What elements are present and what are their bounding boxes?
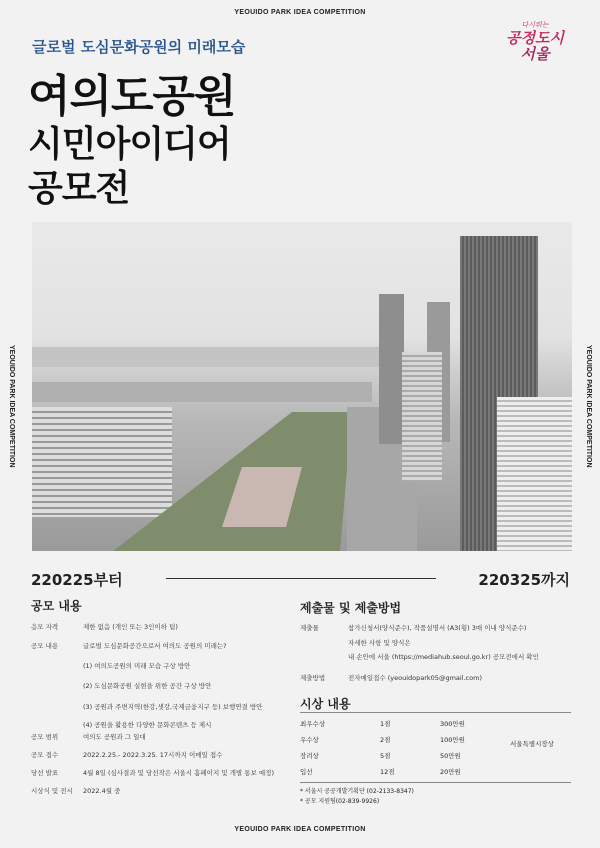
row-key: 제출방법 xyxy=(300,674,326,682)
end-date: 220325까지 xyxy=(478,571,570,589)
row-value: 여의도 공원과 그 일대 xyxy=(83,733,146,741)
award-amount: 300만원 xyxy=(440,720,465,728)
note: * 공모 지원팀(02-839-9926) xyxy=(300,798,380,805)
row-value: (1) 여의도공원의 미래 모습 구상 방안 xyxy=(83,662,191,670)
row-key: 시상식 및 전시 xyxy=(31,787,73,795)
award-row xyxy=(300,767,570,776)
row-value: 2022.2.25.- 2022.3.25. 17시까지 이메일 접수 xyxy=(83,751,223,759)
row-key: 공모 범위 xyxy=(31,733,59,741)
row-value: 자세한 사항 및 양식은 xyxy=(348,639,411,647)
award-count: 2점 xyxy=(380,736,391,744)
row-value: (4) 공원을 활용한 다양한 문화콘텐츠 등 제시 xyxy=(83,721,212,729)
logo-line: 서울 xyxy=(520,45,550,64)
title-line-2: 시민아이디어 xyxy=(28,124,231,165)
awards-heading: 시상 내용 xyxy=(300,697,351,711)
row-value: 참가신청서(양식준수), 작품설명서 (A3(횡) 3매 이내 양식준수) xyxy=(348,624,527,632)
row-key xyxy=(31,661,83,670)
row-key: 공모 접수 xyxy=(31,751,59,759)
subtitle: 글로벌 도심문화공원의 미래모습 xyxy=(32,38,246,56)
row-value: 4월 8일 (심사결과 및 당선작은 서울시 홈페이지 및 개별 통보 예정) xyxy=(83,769,274,777)
row-value: (3) 공원과 주변지역(한강,샛강,국제금융지구 등) 보행연결 방안 xyxy=(83,703,263,711)
date-divider xyxy=(166,578,436,579)
row-value: (2) 도심문화공원 실현을 위한 공간 구상 방안 xyxy=(83,682,212,690)
contest-row xyxy=(31,702,262,711)
row-key: 제출물 xyxy=(300,624,319,632)
title-line-1: 여의도공원 xyxy=(28,71,236,122)
start-date: 220225부터 xyxy=(31,571,123,589)
contest-row xyxy=(31,622,178,631)
logo-line: 다시뛰는 xyxy=(521,21,549,29)
contest-row xyxy=(31,768,274,777)
award-amount: 50만원 xyxy=(440,752,461,760)
row-key: 응모 자격 xyxy=(31,623,59,631)
seoul-logo xyxy=(505,22,565,63)
submission-row xyxy=(300,638,411,647)
side-label-left: YEOUIDO PARK IDEA COMPETITION xyxy=(8,345,15,468)
award-name: 장려상 xyxy=(300,752,319,760)
submission-heading: 제출물 및 제출방법 xyxy=(300,601,402,615)
awards-bottom-line xyxy=(300,782,571,783)
award-amount: 20만원 xyxy=(440,768,461,776)
row-key xyxy=(300,652,348,661)
award-name: 입선 xyxy=(300,768,313,776)
contest-row xyxy=(31,732,146,741)
award-type: 서울특별시장상 xyxy=(510,740,554,748)
top-label: YEOUIDO PARK IDEA COMPETITION xyxy=(234,9,366,16)
row-key xyxy=(300,638,348,647)
submission-row xyxy=(300,623,526,632)
logo-line: 공정도시 xyxy=(506,28,564,47)
footer-label: YEOUIDO PARK IDEA COMPETITION xyxy=(234,826,366,833)
row-key: 공모 내용 xyxy=(31,642,59,650)
row-value: 글로벌 도심문화공간으로서 여의도 공원의 미래는? xyxy=(83,642,227,650)
contest-row xyxy=(31,720,211,729)
award-count: 5점 xyxy=(380,752,391,760)
awards-top-line xyxy=(300,712,571,713)
award-name: 우수상 xyxy=(300,736,319,744)
submission-row xyxy=(300,673,482,682)
title-line-3: 공모전 xyxy=(28,168,130,209)
side-label-right: YEOUIDO PARK IDEA COMPETITION xyxy=(585,345,592,468)
row-key xyxy=(31,720,83,729)
row-value: 전자메일접수 (yeouidopark05@gmail.com) xyxy=(348,674,482,682)
award-count: 1점 xyxy=(380,720,391,728)
award-count: 12점 xyxy=(380,768,395,776)
note: * 서울시 공공개발기획단 (02-2133-8347) xyxy=(300,788,414,795)
award-row xyxy=(300,751,570,760)
contest-row xyxy=(31,750,222,759)
contest-row xyxy=(31,786,120,795)
row-value: 내 손안에 서울 (https://mediahub.seoul.go.kr) 공모전에서 확인 xyxy=(348,653,539,661)
contest-row xyxy=(31,661,190,670)
row-key xyxy=(31,702,83,711)
contest-row xyxy=(31,641,227,650)
contest-heading: 공모 내용 xyxy=(31,599,82,613)
award-name: 최우수상 xyxy=(300,720,326,728)
row-value: 2022.4월 중 xyxy=(83,787,121,795)
row-key xyxy=(31,681,83,690)
row-value: 제한 없음 (개인 또는 3인이하 팀) xyxy=(83,623,178,631)
park-aerial-photo xyxy=(32,222,572,551)
contest-row xyxy=(31,681,211,690)
award-row xyxy=(300,719,570,728)
row-key: 당선 발표 xyxy=(31,769,59,777)
award-amount: 100만원 xyxy=(440,736,465,744)
submission-row xyxy=(300,652,539,661)
